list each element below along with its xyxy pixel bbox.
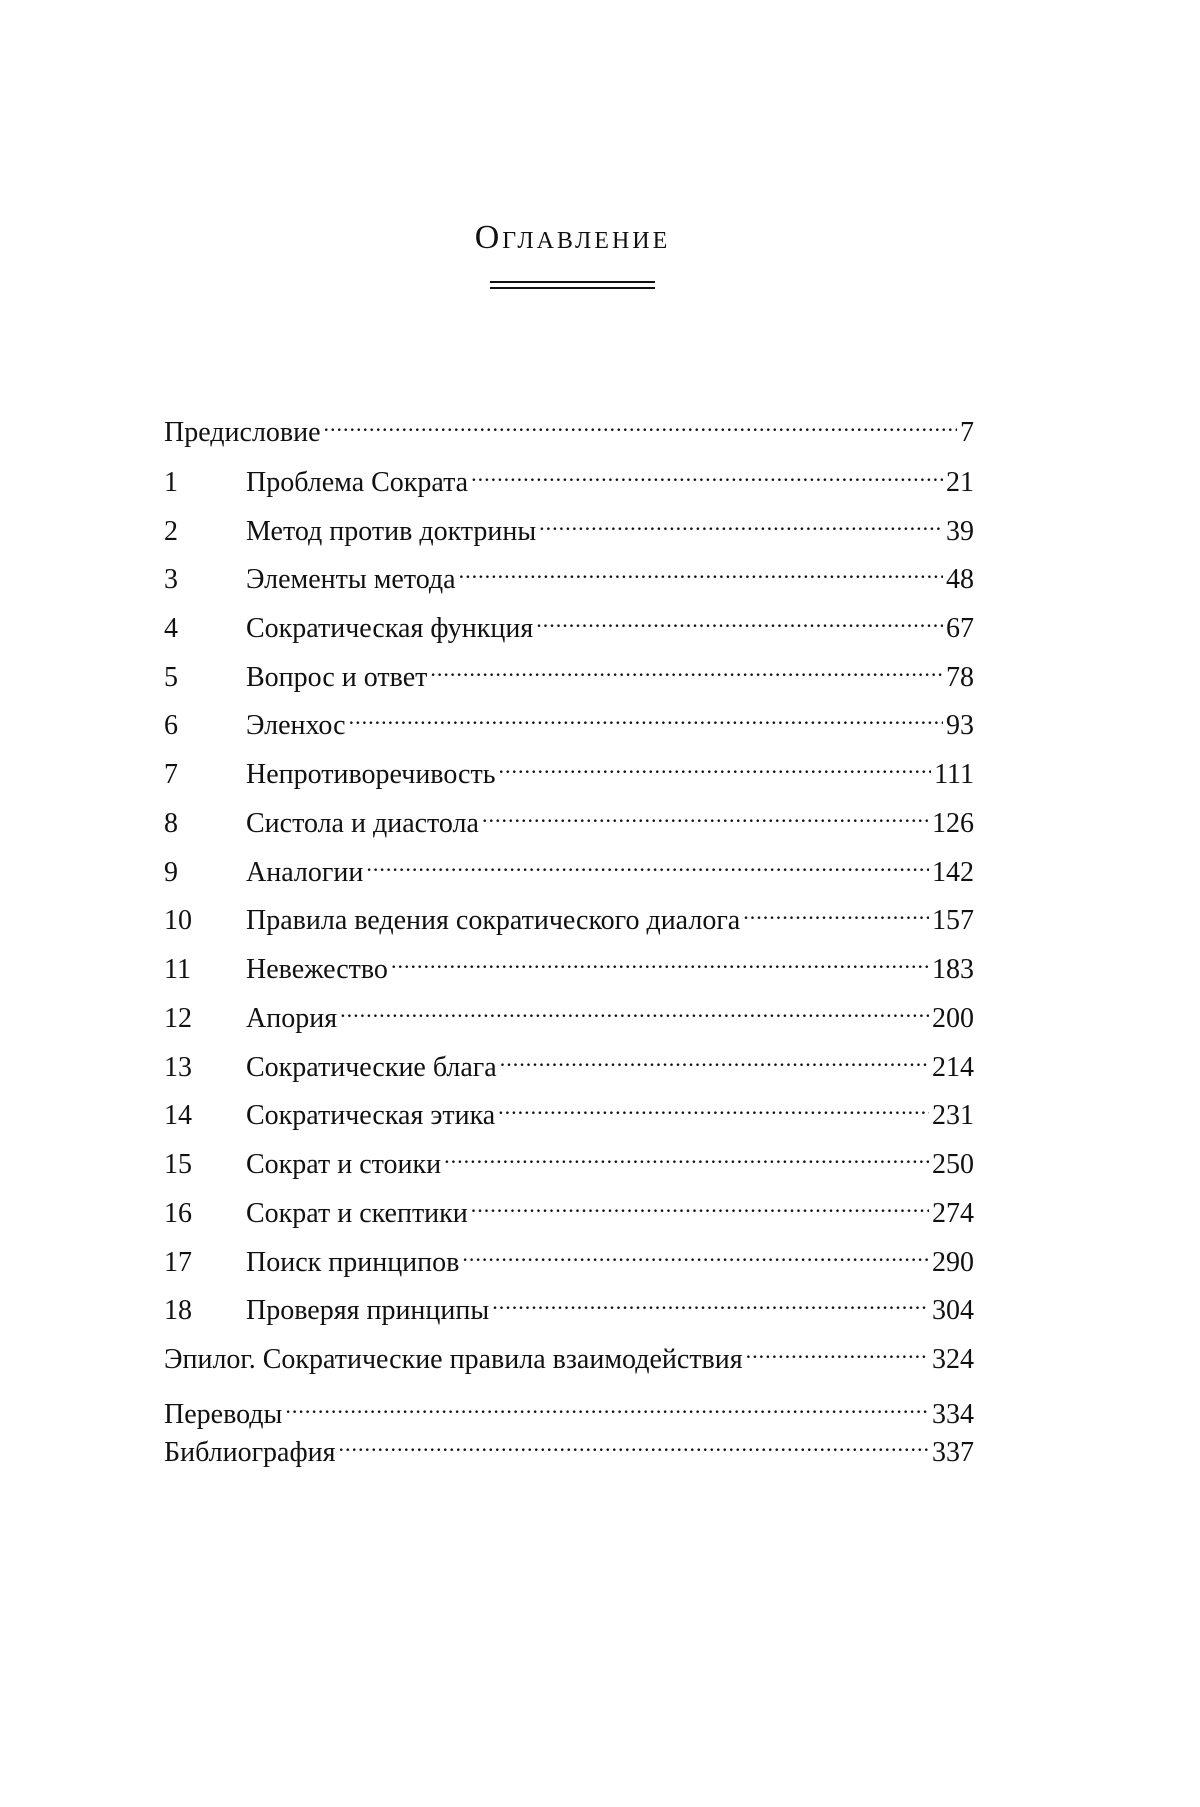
chapter-number: 1: [164, 467, 178, 498]
toc-entry: [164, 1387, 974, 1430]
toc-entry: [164, 747, 974, 790]
page-number: 67: [946, 613, 974, 644]
page-number: 250: [932, 1149, 974, 1180]
dot-leader: [339, 1425, 930, 1461]
dot-leader: [459, 552, 943, 588]
chapter-number: 3: [164, 564, 178, 595]
chapter-number: 10: [164, 905, 192, 936]
dot-leader: [482, 796, 929, 832]
toc-entry: [164, 1235, 974, 1278]
page-number: 48: [946, 564, 974, 595]
page-number: 334: [932, 1399, 974, 1430]
dot-leader: [471, 1186, 929, 1222]
toc-entry: [164, 942, 974, 985]
chapter-number: 9: [164, 857, 178, 888]
page-number: 39: [946, 516, 974, 547]
chapter-number: 16: [164, 1198, 192, 1229]
toc-entry: [164, 698, 974, 741]
title-underline-top: [490, 281, 655, 283]
toc-entry: [164, 1425, 974, 1468]
page-number: 231: [932, 1100, 974, 1131]
dot-leader: [471, 455, 943, 491]
toc-entry: [164, 893, 974, 936]
page-number: 157: [932, 905, 974, 936]
chapter-number: 17: [164, 1247, 192, 1278]
toc-entry: [164, 552, 974, 595]
chapter-title: Метод против доктрины: [246, 516, 537, 547]
toc-entry: [164, 1283, 974, 1326]
page-number: 183: [932, 954, 974, 985]
dot-leader: [285, 1387, 929, 1423]
dot-leader: [536, 601, 943, 637]
chapter-title: Апория: [246, 1003, 338, 1034]
chapter-title: Сократические блага: [246, 1052, 497, 1083]
page-number: 78: [946, 662, 974, 693]
chapter-title: Аналогии: [246, 857, 364, 888]
page-number: 142: [932, 857, 974, 888]
page-number: 290: [932, 1247, 974, 1278]
dot-leader: [492, 1283, 929, 1319]
toc-entry: [164, 991, 974, 1034]
page-number: 304: [932, 1295, 974, 1326]
chapter-number: 8: [164, 808, 178, 839]
page-title: Оглавление: [474, 219, 671, 256]
chapter-title: Эпилог. Сократические правила взаимодействия: [164, 1344, 743, 1375]
dot-leader: [498, 747, 931, 783]
chapter-number: 13: [164, 1052, 192, 1083]
chapter-title: Предисловие: [164, 417, 321, 448]
toc-entry: [164, 405, 974, 448]
page-number: 93: [946, 710, 974, 741]
chapter-number: 15: [164, 1149, 192, 1180]
chapter-number: 7: [164, 759, 178, 790]
page-number: 7: [960, 417, 974, 448]
chapter-title: Библиография: [164, 1437, 336, 1468]
dot-leader: [349, 698, 943, 734]
chapter-title: Поиск принципов: [246, 1247, 460, 1278]
chapter-title: Невежество: [246, 954, 388, 985]
toc-entry: [164, 455, 974, 498]
dot-leader: [391, 942, 929, 978]
toc-entry: [164, 504, 974, 547]
chapter-number: 6: [164, 710, 178, 741]
chapter-title: Сократическая функция: [246, 613, 534, 644]
toc-entry: [164, 601, 974, 644]
page-number: 337: [932, 1437, 974, 1468]
toc-entry: [164, 1088, 974, 1131]
chapter-number: 2: [164, 516, 178, 547]
chapter-title: Сократическая этика: [246, 1100, 496, 1131]
dot-leader: [430, 650, 943, 686]
page-number: 126: [932, 808, 974, 839]
toc-entry: [164, 1040, 974, 1083]
chapter-title: Вопрос и ответ: [246, 662, 428, 693]
dot-leader: [462, 1235, 929, 1271]
page-number: 111: [934, 759, 974, 790]
dot-leader: [500, 1040, 929, 1076]
page-number: 214: [932, 1052, 974, 1083]
chapter-title: Систола и диастола: [246, 808, 479, 839]
chapter-title: Переводы: [164, 1399, 283, 1430]
page-number: 274: [932, 1198, 974, 1229]
chapter-title: Правила ведения сократического диалога: [246, 905, 741, 936]
toc-entry: [164, 796, 974, 839]
dot-leader: [743, 893, 929, 929]
dot-leader: [539, 504, 943, 540]
chapter-title: Непротиворечивость: [246, 759, 496, 790]
toc-entry: [164, 845, 974, 888]
chapter-title: Эленхос: [246, 710, 346, 741]
chapter-title: Сократ и стоики: [246, 1149, 442, 1180]
chapter-title: Элементы метода: [246, 564, 456, 595]
chapter-number: 14: [164, 1100, 192, 1131]
chapter-number: 5: [164, 662, 178, 693]
chapter-title: Проверяя принципы: [246, 1295, 490, 1326]
toc-entry: [164, 1332, 974, 1375]
page-number: 324: [932, 1344, 974, 1375]
chapter-number: 4: [164, 613, 178, 644]
dot-leader: [444, 1137, 929, 1173]
dot-leader: [498, 1088, 929, 1124]
dot-leader: [340, 991, 929, 1027]
dot-leader: [324, 405, 957, 441]
chapter-title: Сократ и скептики: [246, 1198, 468, 1229]
page-number: 21: [946, 467, 974, 498]
chapter-number: 12: [164, 1003, 192, 1034]
dot-leader: [366, 845, 929, 881]
dot-leader: [746, 1332, 929, 1368]
page-number: 200: [932, 1003, 974, 1034]
toc-entry: [164, 1186, 974, 1229]
toc-entry: [164, 1137, 974, 1180]
title-underline-bottom: [490, 287, 655, 289]
toc-entry: [164, 650, 974, 693]
chapter-number: 18: [164, 1295, 192, 1326]
chapter-title: Проблема Сократа: [246, 467, 469, 498]
chapter-number: 11: [164, 954, 191, 985]
